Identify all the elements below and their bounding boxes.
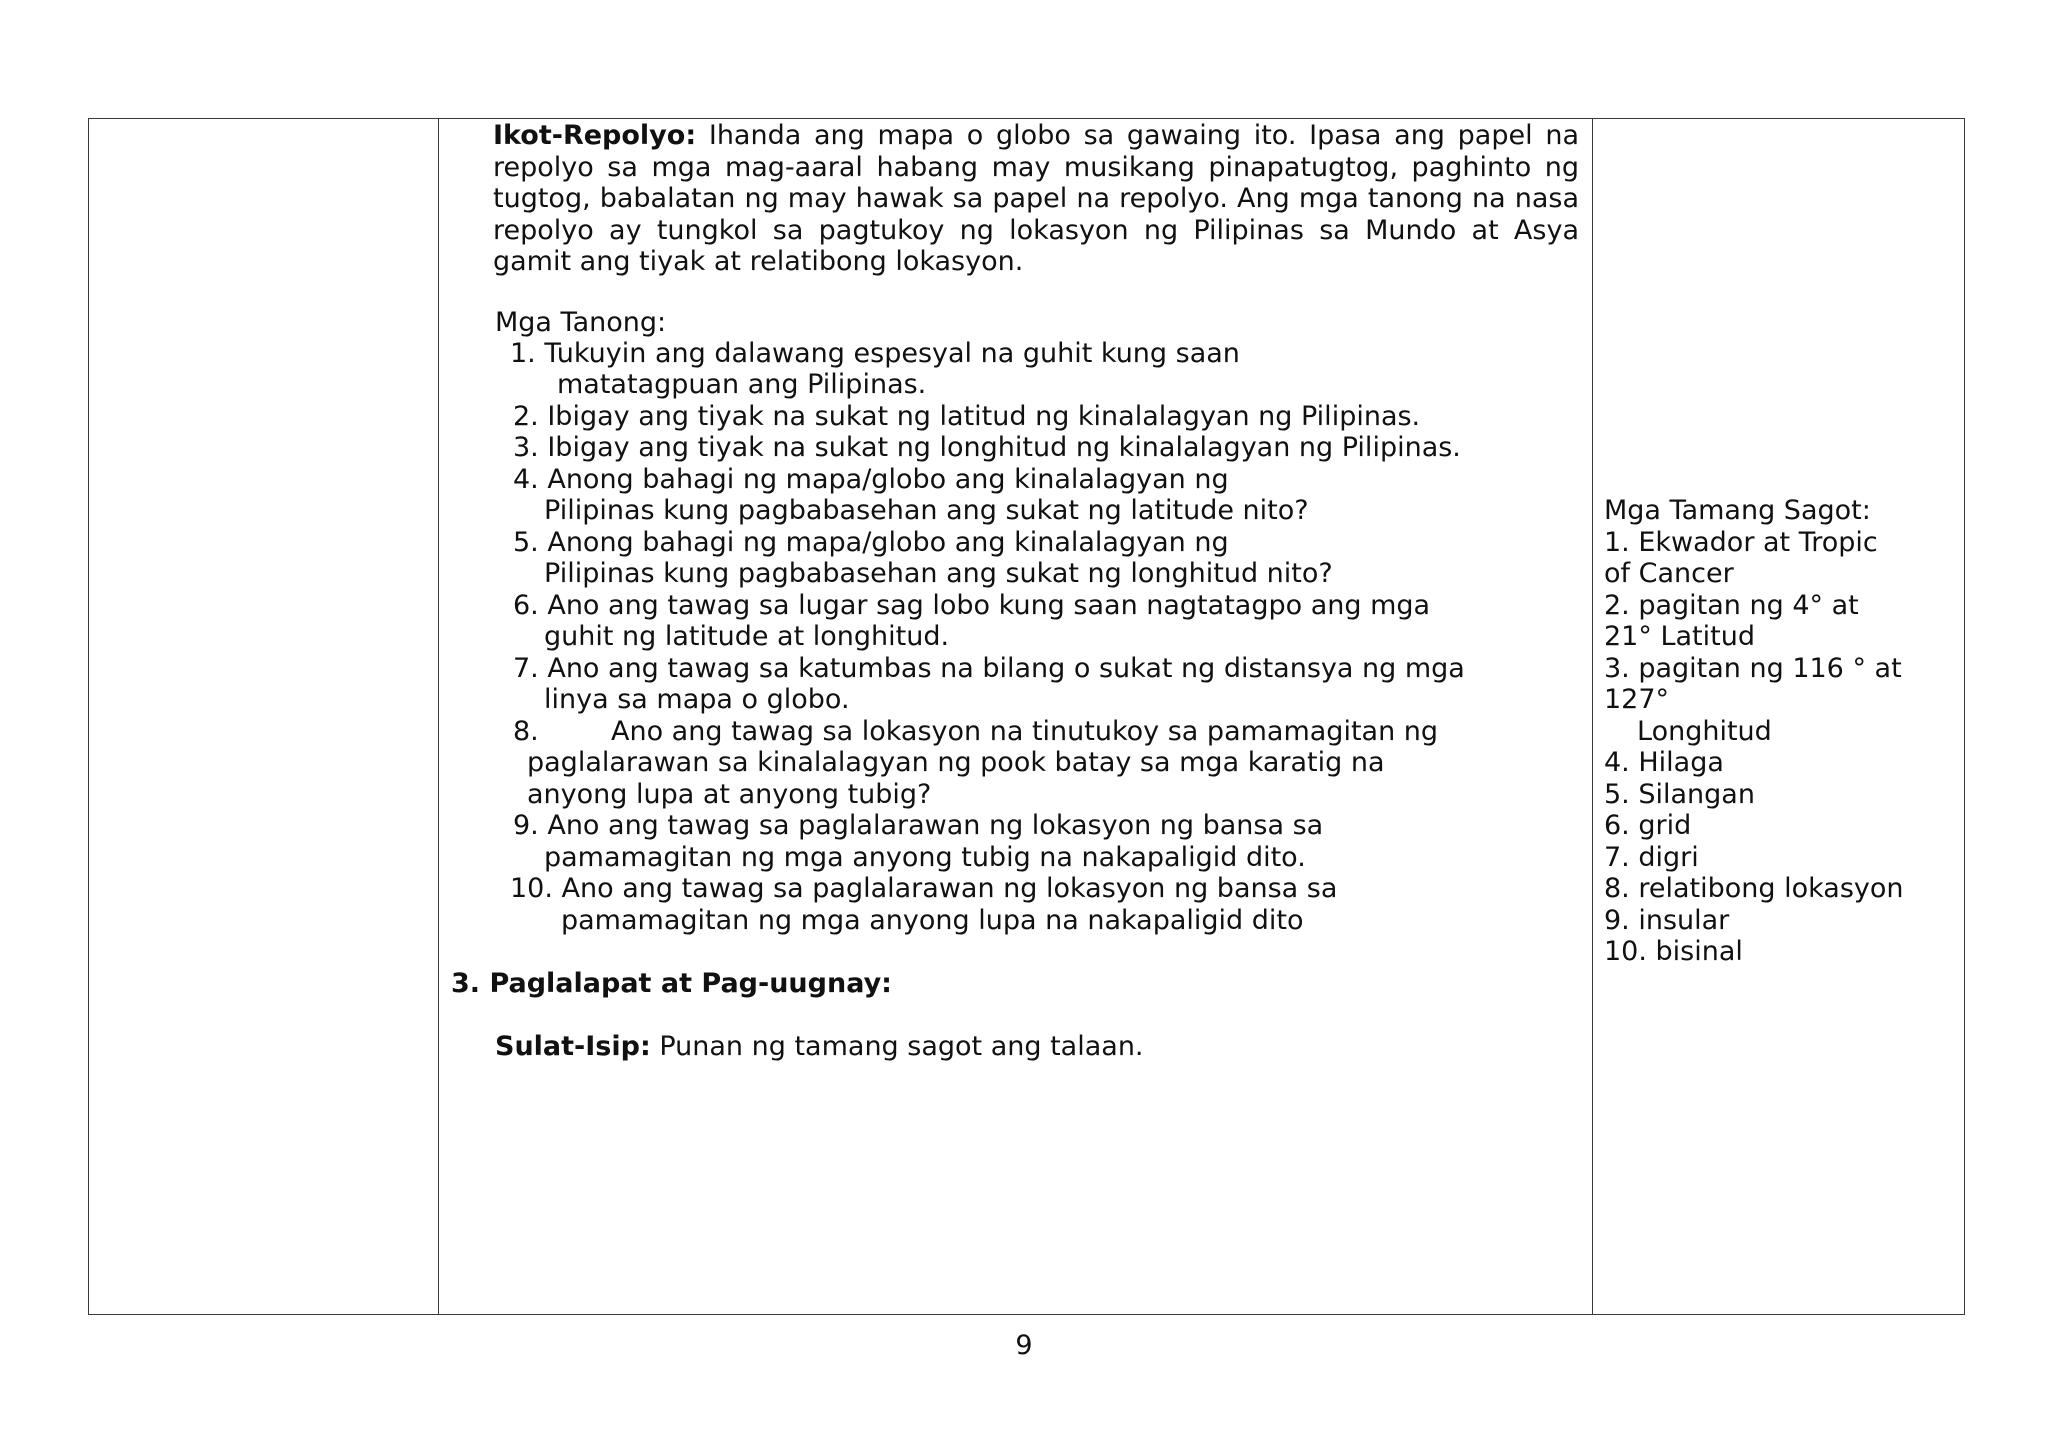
lesson-table: [88, 118, 1965, 1315]
question-line: 10. Ano ang tawag sa paglalarawan ng lokasyon ng bansa sa: [510, 873, 1338, 904]
answer-line: 8. relatibong lokasyon: [1604, 873, 1904, 904]
question-line: 3. Ibigay ang tiyak na sukat ng longhitud ng kinalalagyan ng Pilipinas.: [513, 432, 1461, 463]
question-line: 8.: [513, 716, 539, 747]
sulat-isip-line: [495, 1031, 1144, 1063]
question-line: 2. Ibigay ang tiyak na sukat ng latitud ng kinalalagyan ng Pilipinas.: [513, 401, 1421, 432]
activity-paragraph: [493, 120, 1579, 278]
questions-heading: Mga Tanong:: [495, 307, 667, 338]
question-line: Pilipinas kung pagbabasehan ang sukat ng longhitud nito?: [544, 558, 1333, 589]
answer-line: 7. digri: [1604, 842, 1699, 873]
answer-line: 127°: [1604, 684, 1670, 715]
question-line: pamamagitan ng mga anyong tubig na nakapaligid dito.: [544, 842, 1306, 873]
section-heading: 3. Paglalapat at Pag-uugnay:: [451, 968, 892, 999]
question-line: Ano ang tawag sa lokasyon na tinutukoy sa pamamagitan ng: [611, 716, 1439, 747]
answers-title: Mga Tamang Sagot:: [1604, 495, 1871, 526]
answer-line: 9. insular: [1604, 905, 1730, 936]
sulat-isip-label: Sulat-Isip:: [495, 1031, 651, 1062]
question-line: matatagpuan ang Pilipinas.: [557, 369, 927, 400]
page-number: 9: [1015, 1330, 1033, 1361]
question-line: guhit ng latitude at longhitud.: [544, 621, 950, 652]
answer-line: 6. grid: [1604, 810, 1692, 841]
question-line: 1. Tukuyin ang dalawang espesyal na guhit kung saan: [510, 338, 1240, 369]
sulat-isip-text: Punan ng tamang sagot ang talaan.: [659, 1031, 1144, 1062]
question-line: pamamagitan ng mga anyong lupa na nakapaligid dito: [561, 905, 1304, 936]
question-line: 5. Anong bahagi ng mapa/globo ang kinalalagyan ng: [513, 527, 1229, 558]
question-line: Pilipinas kung pagbabasehan ang sukat ng latitude nito?: [544, 495, 1309, 526]
answer-line: 2. pagitan ng 4° at: [1604, 590, 1859, 621]
question-line: 9. Ano ang tawag sa paglalarawan ng lokasyon ng bansa sa: [513, 810, 1324, 841]
activity-instruction: Ihanda ang mapa o globo sa gawaing ito. Ipasa ang papel na repolyo sa mga mag-aaral habang may musikang pinapatugtog, paghinto ng tugtog, babalatan ng may hawak sa papel na repolyo. Ang mga tanong na nasa repolyo ay tungkol sa pagtukoy ng lokasyon ng Pilipinas sa Mundo at Asya gamit ang tiyak at relatibong lokasyon.: [493, 120, 1579, 277]
column-divider: [1592, 119, 1593, 1314]
question-line: anyong lupa at anyong tubig?: [527, 779, 932, 810]
question-line: 6. Ano ang tawag sa lugar sag lobo kung saan nagtatagpo ang mga: [513, 590, 1431, 621]
answer-line: 3. pagitan ng 116 ° at: [1604, 653, 1902, 684]
column-divider: [438, 119, 439, 1314]
answer-line: of Cancer: [1604, 558, 1734, 589]
answer-line: 21° Latitud: [1604, 621, 1755, 652]
question-line: 4. Anong bahagi ng mapa/globo ang kinalalagyan ng: [513, 464, 1229, 495]
activity-title: Ikot-Repolyo:: [493, 120, 697, 151]
answer-line: Longhitud: [1637, 716, 1772, 747]
question-line: linya sa mapa o globo.: [544, 684, 850, 715]
answer-line: 4. Hilaga: [1604, 747, 1724, 778]
answer-line: 10. bisinal: [1604, 936, 1743, 967]
question-line: 7. Ano ang tawag sa katumbas na bilang o sukat ng distansya ng mga: [513, 653, 1465, 684]
question-line: paglalarawan sa kinalalagyan ng pook batay sa mga karatig na: [527, 747, 1385, 778]
answer-line: 1. Ekwador at Tropic: [1604, 527, 1878, 558]
answer-line: 5. Silangan: [1604, 779, 1755, 810]
